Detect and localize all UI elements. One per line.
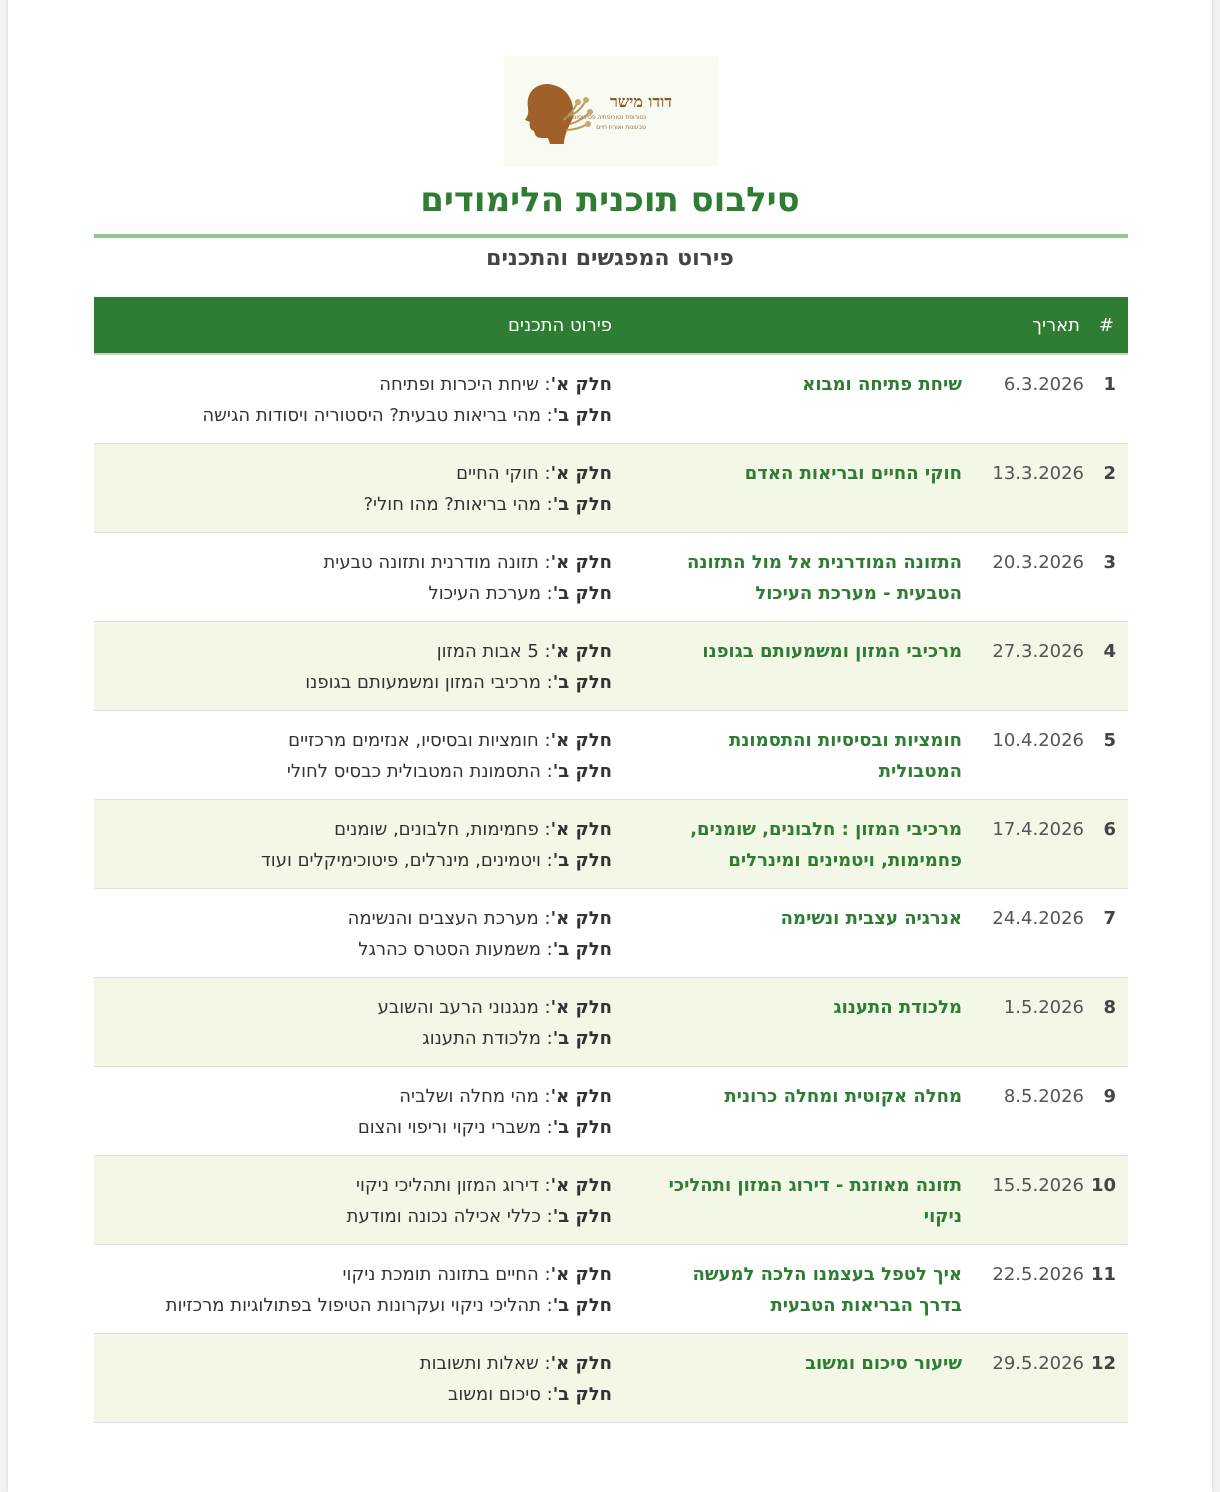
part-b-label: חלק ב': [552, 939, 612, 960]
session-date: 13.3.2026: [992, 444, 1088, 533]
part-a-label: חלק א': [550, 1264, 612, 1285]
table-row: [94, 978, 1128, 1067]
part-a-label: חלק א': [550, 552, 612, 573]
part-a-line: חלק א': החיים בתזונה תומכת ניקוי: [342, 1264, 612, 1285]
table-row: [94, 889, 1128, 978]
session-details: [94, 444, 642, 533]
session-date: 6.3.2026: [992, 354, 1088, 444]
part-b-text: מהי בריאות טבעית? היסטוריה ויסודות הגישה: [202, 405, 541, 426]
part-b-line: חלק ב': מערכת העיכול: [428, 583, 612, 604]
session-number: 10: [1088, 1156, 1128, 1245]
logo-name: דודו מישר: [609, 92, 672, 111]
session-date: 20.3.2026: [992, 533, 1088, 622]
session-date: 15.5.2026: [992, 1156, 1088, 1245]
part-a-label: חלק א': [550, 1086, 612, 1107]
session-number: 4: [1088, 622, 1128, 711]
session-details: [94, 1334, 642, 1423]
session-number: 7: [1088, 889, 1128, 978]
part-b-text: מרכיבי המזון ומשמעותם בגופנו: [305, 672, 541, 693]
session-date: 10.4.2026: [992, 711, 1088, 800]
part-b-line: חלק ב': משמעות הסטרס כהרגל: [358, 939, 612, 960]
session-number: 1: [1088, 354, 1128, 444]
syllabus-page: [8, 0, 1212, 1492]
part-b-line: חלק ב': מלכודת התענוג: [422, 1028, 612, 1049]
part-b-label: חלק ב': [552, 1206, 612, 1227]
session-details: [94, 800, 642, 889]
session-details: [94, 622, 642, 711]
part-a-line: חלק א': מנגנוני הרעב והשובע: [377, 997, 612, 1018]
part-b-text: מערכת העיכול: [428, 583, 541, 604]
table-row: [94, 800, 1128, 889]
part-a-text: חוקי החיים: [456, 463, 539, 484]
session-details: [94, 711, 642, 800]
part-a-label: חלק א': [550, 908, 612, 929]
part-b-line: חלק ב': התסמונת המטבולית כבסיס לחולי: [286, 761, 612, 782]
part-b-line: חלק ב': משברי ניקוי וריפוי והצום: [357, 1117, 612, 1138]
part-b-line: חלק ב': מהי בריאות? מהו חולי?: [363, 494, 612, 515]
syllabus-table: [94, 297, 1128, 1423]
part-b-text: התסמונת המטבולית כבסיס לחולי: [286, 761, 541, 782]
part-b-label: חלק ב': [552, 761, 612, 782]
header-topic: [642, 297, 992, 354]
session-details: [94, 354, 642, 444]
part-b-text: מלכודת התענוג: [422, 1028, 541, 1049]
part-a-text: חומציות ובסיסיו, אנזימים מרכזיים: [288, 730, 539, 751]
session-number: 5: [1088, 711, 1128, 800]
part-a-label: חלק א': [550, 730, 612, 751]
session-details: [94, 1156, 642, 1245]
part-a-line: חלק א': שיחת היכרות ופתיחה: [379, 374, 612, 395]
part-b-text: סיכום ומשוב: [447, 1384, 541, 1405]
table-row: [94, 622, 1128, 711]
session-topic: מחלה אקוטית ומחלה כרונית: [642, 1067, 992, 1156]
logo-tagline-2: טבעונות ואורח חיים: [596, 124, 646, 131]
part-a-label: חלק א': [550, 463, 612, 484]
title-divider: [94, 234, 1128, 238]
table-body: [94, 354, 1128, 1423]
part-a-line: חלק א': מהי מחלה ושלביה: [399, 1086, 612, 1107]
session-topic: שיעור סיכום ומשוב: [642, 1334, 992, 1423]
part-b-label: חלק ב': [552, 405, 612, 426]
head-silhouette-icon: [518, 80, 598, 146]
part-a-label: חלק א': [550, 641, 612, 662]
table-row: [94, 1156, 1128, 1245]
part-a-text: תזונה מודרנית ותזונה טבעית: [323, 552, 539, 573]
part-b-label: חלק ב': [552, 850, 612, 871]
part-b-text: משברי ניקוי וריפוי והצום: [357, 1117, 541, 1138]
part-b-line: חלק ב': תהליכי ניקוי ועקרונות הטיפול בפתולוגיות מרכזיות: [165, 1295, 612, 1316]
table-row: [94, 354, 1128, 444]
logo: [504, 56, 718, 166]
session-topic: חומציות ובסיסיות והתסמונת המטבולית: [642, 711, 992, 800]
part-a-text: החיים בתזונה תומכת ניקוי: [342, 1264, 539, 1285]
session-details: [94, 533, 642, 622]
table-row: [94, 1245, 1128, 1334]
session-date: 24.4.2026: [992, 889, 1088, 978]
part-a-line: חלק א': שאלות ותשובות: [419, 1353, 612, 1374]
part-b-label: חלק ב': [552, 672, 612, 693]
session-number: 3: [1088, 533, 1128, 622]
part-a-text: 5 אבות המזון: [436, 641, 539, 662]
part-a-line: חלק א': 5 אבות המזון: [436, 641, 612, 662]
table-row: [94, 711, 1128, 800]
part-a-text: דירוג המזון ותהליכי ניקוי: [356, 1175, 539, 1196]
part-b-text: משמעות הסטרס כהרגל: [358, 939, 541, 960]
part-a-text: מהי מחלה ושלביה: [399, 1086, 539, 1107]
part-a-label: חלק א': [550, 1175, 612, 1196]
part-a-text: מערכת העצבים והנשימה: [347, 908, 539, 929]
session-details: [94, 889, 642, 978]
session-topic: איך לטפל בעצמנו הלכה למעשה בדרך הבריאות הטבעית: [642, 1245, 992, 1334]
part-a-text: שאלות ותשובות: [419, 1353, 539, 1374]
session-date: 17.4.2026: [992, 800, 1088, 889]
part-b-label: חלק ב': [552, 1028, 612, 1049]
part-a-line: חלק א': חוקי החיים: [456, 463, 612, 484]
header-date: תאריך: [992, 297, 1088, 354]
session-number: 6: [1088, 800, 1128, 889]
table-row: [94, 533, 1128, 622]
session-details: [94, 1245, 642, 1334]
logo-tagline-1: נטורופת נטורופתיה פסיכוסומטית: [563, 114, 646, 121]
part-b-line: חלק ב': סיכום ומשוב: [447, 1384, 612, 1405]
session-number: 12: [1088, 1334, 1128, 1423]
part-b-text: ויטמינים, מינרלים, פיטוכימיקלים ועוד: [260, 850, 541, 871]
session-number: 2: [1088, 444, 1128, 533]
session-date: 27.3.2026: [992, 622, 1088, 711]
part-b-line: חלק ב': ויטמינים, מינרלים, פיטוכימיקלים ועוד: [260, 850, 612, 871]
session-number: 9: [1088, 1067, 1128, 1156]
part-a-label: חלק א': [550, 374, 612, 395]
part-b-label: חלק ב': [552, 1295, 612, 1316]
part-b-line: חלק ב': כללי אכילה נכונה ומודעת: [346, 1206, 612, 1227]
session-date: 8.5.2026: [992, 1067, 1088, 1156]
table-row: [94, 1334, 1128, 1423]
header-number: #: [1088, 297, 1128, 354]
session-topic: תזונה מאוזנת - דירוג המזון ותהליכי ניקוי: [642, 1156, 992, 1245]
part-b-label: חלק ב': [552, 1384, 612, 1405]
session-details: [94, 978, 642, 1067]
part-b-label: חלק ב': [552, 583, 612, 604]
part-a-text: פחמימות, חלבונים, שומנים: [334, 819, 539, 840]
part-a-line: חלק א': תזונה מודרנית ותזונה טבעית: [323, 552, 612, 573]
part-a-label: חלק א': [550, 1353, 612, 1374]
part-b-label: חלק ב': [552, 1117, 612, 1138]
session-topic: מרכיבי המזון ומשמעותם בגופנו: [642, 622, 992, 711]
part-a-label: חלק א': [550, 997, 612, 1018]
session-topic: אנרגיה עצבית ונשימה: [642, 889, 992, 978]
header-details: פירוט התכנים: [94, 297, 642, 354]
part-b-label: חלק ב': [552, 494, 612, 515]
part-b-text: מהי בריאות? מהו חולי?: [363, 494, 541, 515]
page-title: סילבוס תוכנית הלימודים: [420, 180, 800, 220]
part-a-label: חלק א': [550, 819, 612, 840]
session-details: [94, 1067, 642, 1156]
part-a-line: חלק א': מערכת העצבים והנשימה: [347, 908, 612, 929]
session-topic: התזונה המודרנית אל מול התזונה הטבעית - מערכת העיכול: [642, 533, 992, 622]
session-number: 11: [1088, 1245, 1128, 1334]
session-date: 29.5.2026: [992, 1334, 1088, 1423]
session-date: 22.5.2026: [992, 1245, 1088, 1334]
part-b-text: תהליכי ניקוי ועקרונות הטיפול בפתולוגיות מרכזיות: [165, 1295, 541, 1316]
table-header: [94, 297, 1128, 354]
part-a-text: שיחת היכרות ופתיחה: [379, 374, 539, 395]
table-row: [94, 1067, 1128, 1156]
table-row: [94, 444, 1128, 533]
part-b-text: כללי אכילה נכונה ומודעת: [346, 1206, 541, 1227]
part-b-line: חלק ב': מהי בריאות טבעית? היסטוריה ויסודות הגישה: [202, 405, 612, 426]
page-subtitle: פירוט המפגשים והתכנים: [486, 246, 734, 271]
session-topic: שיחת פתיחה ומבוא: [642, 354, 992, 444]
session-topic: מלכודת התענוג: [642, 978, 992, 1067]
part-a-line: חלק א': חומציות ובסיסיו, אנזימים מרכזיים: [288, 730, 612, 751]
part-b-line: חלק ב': מרכיבי המזון ומשמעותם בגופנו: [305, 672, 612, 693]
part-a-text: מנגנוני הרעב והשובע: [377, 997, 539, 1018]
session-date: 1.5.2026: [992, 978, 1088, 1067]
session-number: 8: [1088, 978, 1128, 1067]
part-a-line: חלק א': פחמימות, חלבונים, שומנים: [334, 819, 612, 840]
part-a-line: חלק א': דירוג המזון ותהליכי ניקוי: [356, 1175, 612, 1196]
session-topic: מרכיבי המזון : חלבונים, שומנים, פחמימות, ויטמינים ומינרלים: [642, 800, 992, 889]
session-topic: חוקי החיים ובריאות האדם: [642, 444, 992, 533]
